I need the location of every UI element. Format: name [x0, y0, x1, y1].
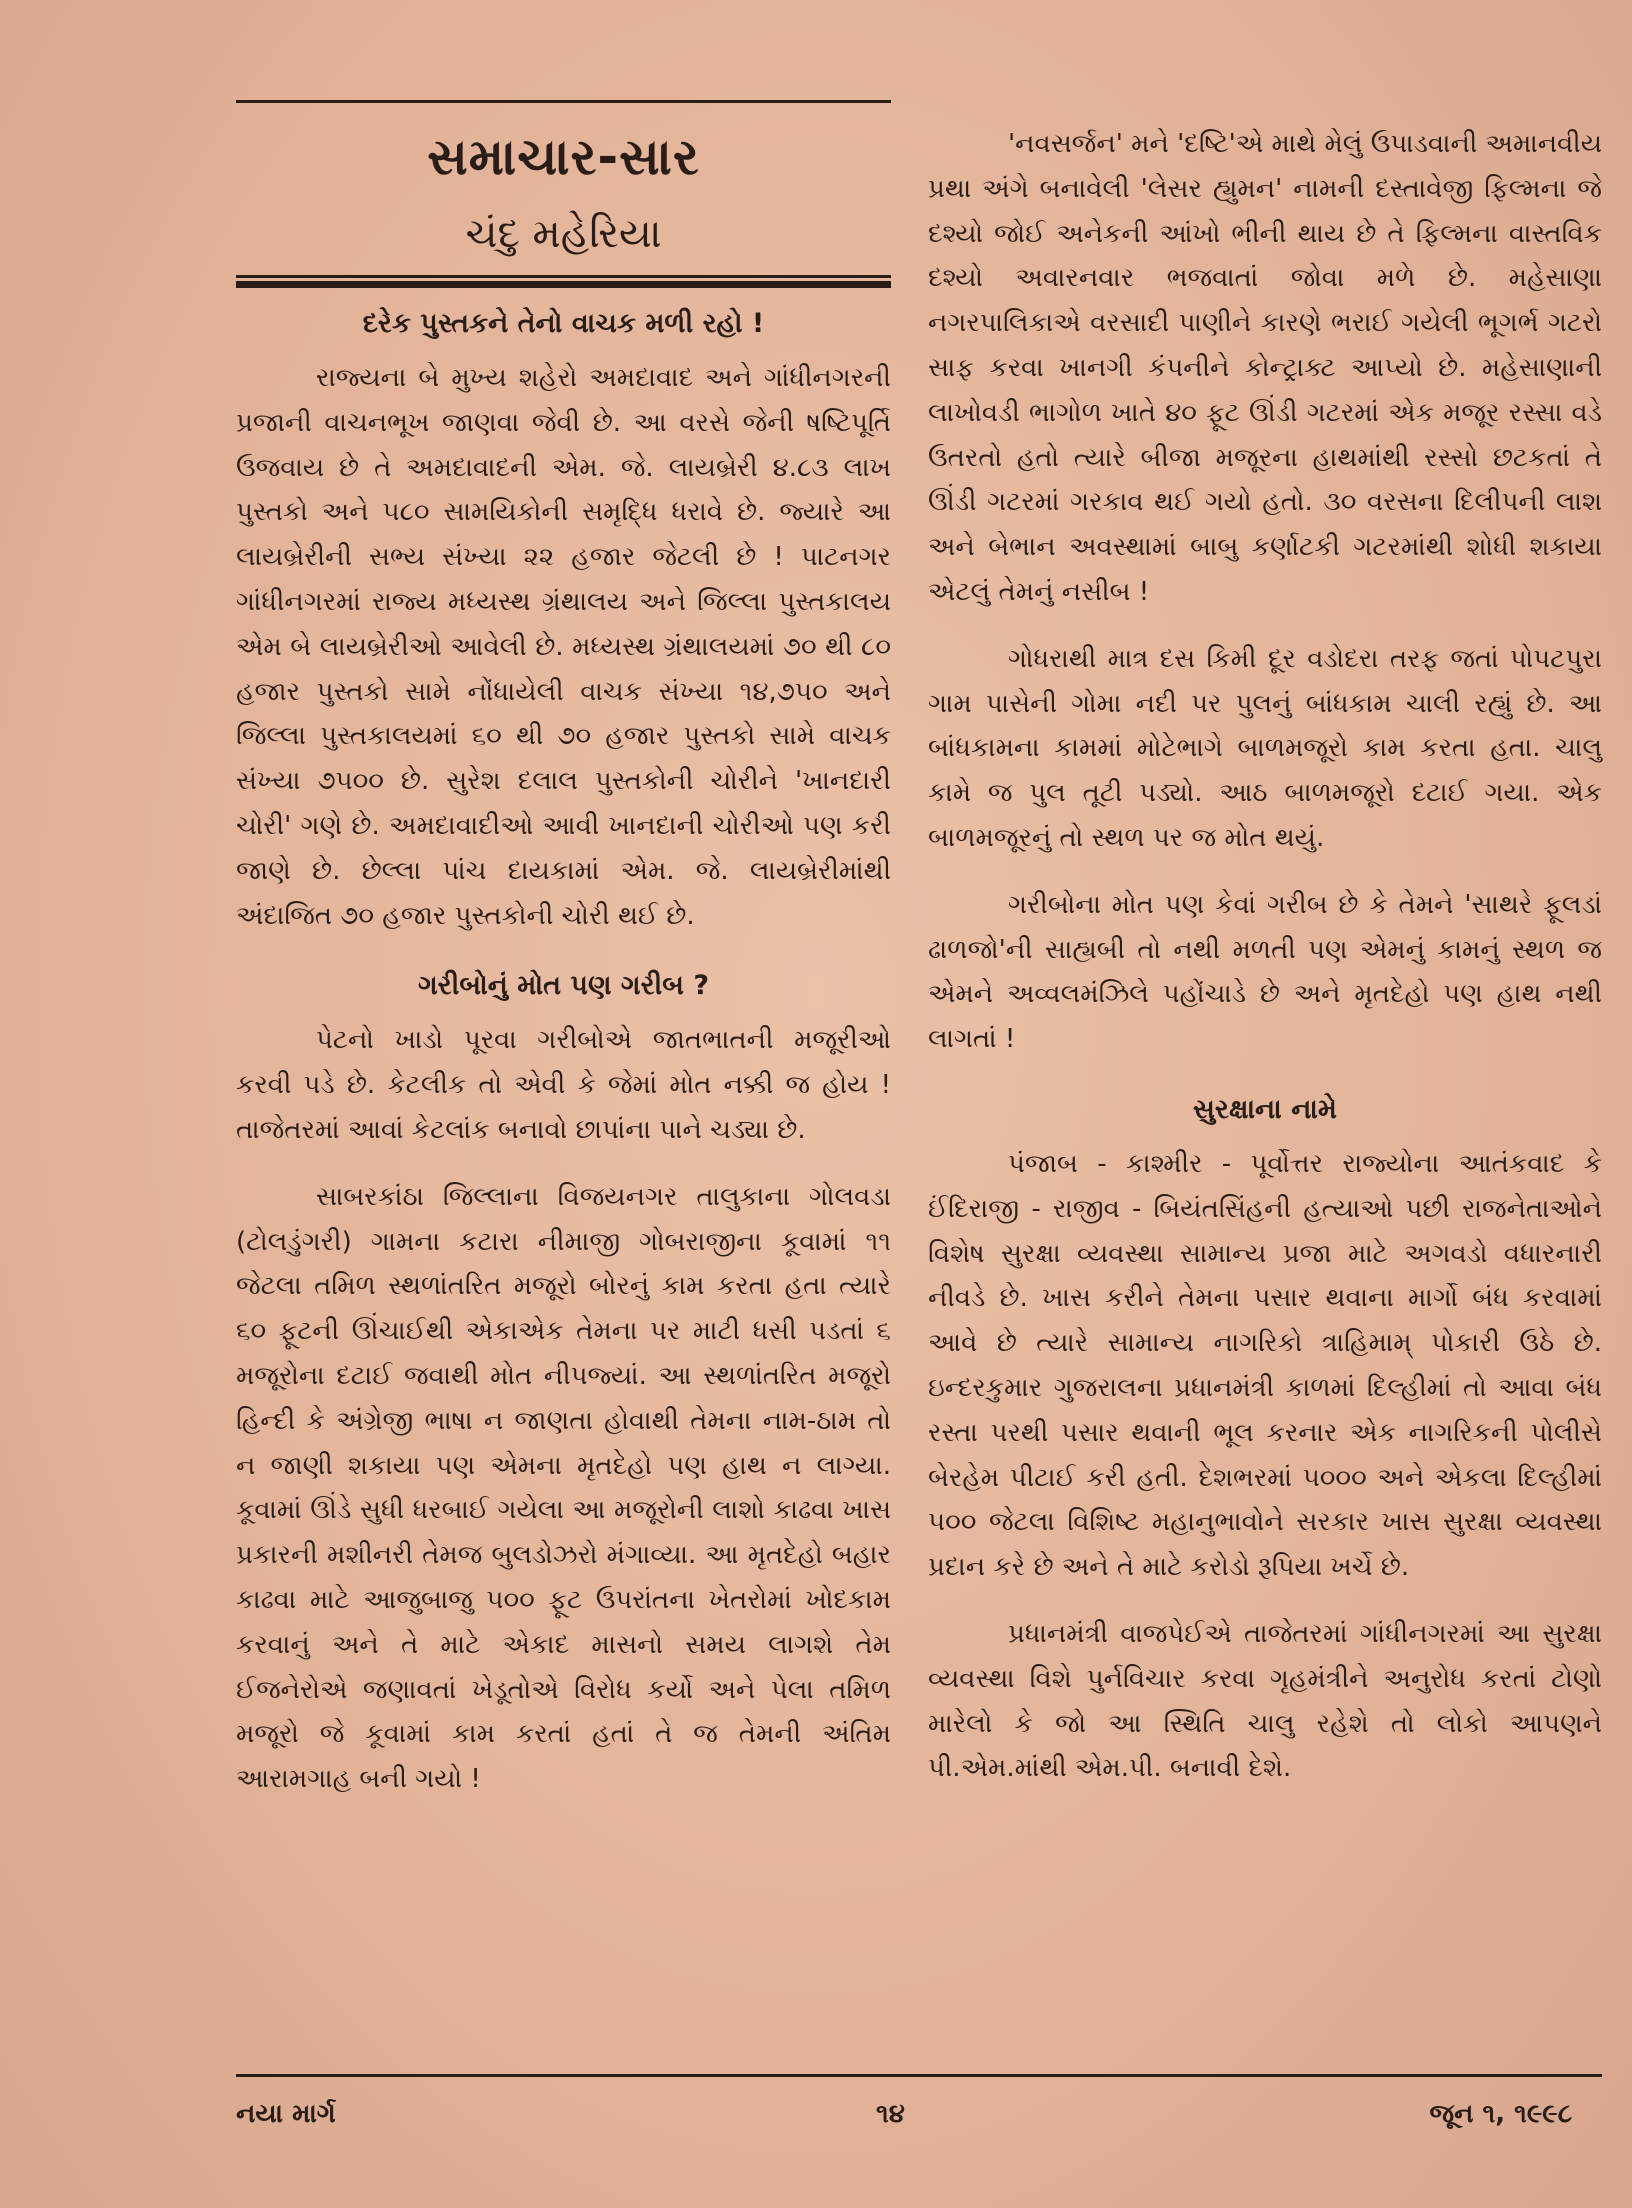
article-paragraph: પેટનો ખાડો પૂરવા ગરીબોએ જાતભાતની મજૂરીઓ કરવી પડે છે. કેટલીક તો એવી કે જેમાં મોત નક્કી જ હોય ! તાજેતરમાં આવાં કેટલાંક બનાવો છાપાંના પાને ચડ્યા છે. [236, 1025, 891, 1145]
article-paragraph: ગરીબોના મોત પણ કેવાં ગરીબ છે કે તેમને 'સાથરે ફૂલડાં ઢાળજો'ની સાહ્યબી તો નથી મળતી પણ એમનું કામનું સ્થળ જ એમને અવ્વલમંઝિલે પહોંચાડે છે અને મૃતદેહો પણ હાથ નથી લાગતાં ! [928, 889, 1602, 1055]
footer-date: જૂન ૧, ૧૯૯૮ [1429, 2099, 1572, 2129]
footer-page-number: ૧૪ [876, 2099, 905, 2129]
article-paragraph: રાજ્યના બે મુખ્ય શહેરો અમદાવાદ અને ગાંધીનગરની પ્રજાની વાચનભૂખ જાણવા જેવી છે. આ વરસે જેની ષષ્ટિપૂર્તિ ઉજવાય છે તે અમદાવાદની એમ. જે. લાયબ્રેરી ૪.૮૩ લાખ પુસ્તકો અને ૫૮૦ સામયિકોની સમૃદ્ધિ ધરાવે છે. જ્યારે આ લાયબ્રેરીની સભ્ય સંખ્યા ૨૨ હજાર જેટલી છે ! પાટનગર ગાંધીનગરમાં રાજ્ય મધ્યસ્થ ગ્રંથાલય અને જિલ્લા પુસ્તકાલય એમ બે લાયબ્રેરીઓ આવેલી છે. મધ્યસ્થ ગ્રંથાલયમાં ૭૦ થી ૮૦ હજાર પુસ્તકો સામે નોંધાયેલી વાચક સંખ્યા ૧૪,૭૫૦ અને જિલ્લા પુસ્તકાલયમાં ૬૦ થી ૭૦ હજાર પુસ્તકો સામે વાચક સંખ્યા ૭૫૦૦ છે. સુરેશ દલાલ પુસ્તકોની ચોરીને 'ખાનદારી ચોરી' ગણે છે. અમદાવાદીઓ આવી ખાનદાની ચોરીઓ પણ કરી જાણે છે. છેલ્લા પાંચ દાયકામાં એમ. જે. લાયબ્રેરીમાંથી અંદાજિત ૭૦ હજાર પુસ્તકોની ચોરી થઈ છે. [236, 363, 891, 931]
article-paragraph: પ્રધાનમંત્રી વાજપેઈએ તાજેતરમાં ગાંધીનગરમાં આ સુરક્ષા વ્યવસ્થા વિશે પુર્નવિચાર કરવા ગૃહમંત્રીને અનુરોધ કરતાં ટોણો મારેલો કે જો આ સ્થિતિ ચાલુ રહેશે તો લોકો આપણને પી.એમ.માંથી એમ.પી. બનાવી દેશે. [928, 1618, 1602, 1784]
article-paragraph: પંજાબ - કાશ્મીર - પૂર્વોત્તર રાજ્યોના આતંકવાદ કે ઈંદિરાજી - રાજીવ - બિયંતસિંહની હત્યાઓ પછી રાજનેતાઓને વિશેષ સુરક્ષા વ્યવસ્થા સામાન્ય પ્રજા માટે અગવડો વધારનારી નીવડે છે. ખાસ કરીને તેમના પસાર થવાના માર્ગો બંધ કરવામાં આવે છે ત્યારે સામાન્ય નાગરિકો ત્રાહિમામ્ પોકારી ઉઠે છે. ઇન્દરકુમાર ગુજરાલના પ્રધાનમંત્રી કાળમાં દિલ્હીમાં તો આવા બંધ રસ્તા પરથી પસાર થવાની ભૂલ કરનાર એક નાગરિકની પોલીસે બેરહેમ પીટાઈ કરી હતી. દેશભરમાં ૫૦૦૦ અને એકલા દિલ્હીમાં ૫૦૦ જેટલા વિશિષ્ટ મહાનુભાવોને સરકાર ખાસ સુરક્ષા વ્યવસ્થા પ્રદાન કરે છે અને તે માટે કરોડો રૂપિયા ખર્ચે છે. [928, 1148, 1602, 1583]
article-paragraph: 'નવસર્જન' મને 'દષ્ટિ'એ માથે મેલું ઉપાડવાની અમાનવીય પ્રથા અંગે બનાવેલી 'લેસર હ્યુમન' નામની દસ્તાવેજી ફિલ્મના જે દશ્યો જોઈ અનેકની આંખો ભીની થાય છે તે ફિલ્મના વાસ્તવિક દશ્યો અવારનવાર ભજવાતાં જોવા મળે છે. મહેસાણા નગરપાલિકાએ વરસાદી પાણીને કારણે ભરાઈ ગયેલી ભૂગર્ભ ગટરો સાફ કરવા ખાનગી કંપનીને કોન્ટ્રાક્ટ આપ્યો છે. મહેસાણાની લાખોવડી ભાગોળ ખાતે ૪૦ ફૂટ ઊંડી ગટરમાં એક મજૂર રસ્સા વડે ઉતરતો હતો ત્યારે બીજા મજૂરના હાથમાંથી રસ્સો છટકતાં તે ઊંડી ગટરમાં ગરકાવ થઈ ગયો હતો. ૩૦ વરસના દિલીપની લાશ અને બેભાન અવસ્થામાં બાબુ કર્ણાટકી ગટરમાંથી શોધી શકાયા એટલું તેમનું નસીબ ! [928, 129, 1602, 607]
column-title: સમાચાર-સાર [427, 128, 700, 186]
author-name: ચંદુ મહેરિયા [465, 211, 662, 257]
page-footer [236, 2074, 1602, 2137]
left-articles [236, 298, 891, 1802]
footer-magazine-name: નયા માર્ગ [236, 2099, 336, 2129]
title-divider [236, 275, 891, 288]
article-paragraph: સાબરકાંઠા જિલ્લાના વિજયનગર તાલુકાના ગોલવડા (ટોલડુંગરી) ગામના કટારા નીમાજી ગોબરાજીના કૂવામાં ૧૧ જેટલા તમિળ સ્થળાંતરિત મજૂરો બોરનું કામ કરતા હતા ત્યારે ૬૦ ફૂટની ઊંચાઈથી એકાએક તેમના પર માટી ધસી પડતાં ૬ મજૂરોના દટાઈ જવાથી મોત નીપજ્યાં. આ સ્થળાંતરિત મજૂરો હિન્દી કે અંગ્રેજી ભાષા ન જાણતા હોવાથી તેમના નામ-ઠામ તો ન જાણી શકાયા પણ એમના મૃતદેહો પણ હાથ ન લાગ્યા. કૂવામાં ઊંડે સુધી ધરબાઈ ગયેલા આ મજૂરોની લાશો કાઢવા ખાસ પ્રકારની મશીનરી તેમજ બુલડોઝરો મંગાવ્યા. આ મૃતદેહો બહાર કાઢવા માટે આજુબાજુ ૫૦૦ ફૂટ ઉપરાંતના ખેતરોમાં ખોદકામ કરવાનું અને તે માટે એકાદ માસનો સમય લાગશે તેમ ઈજનેરોએ જણાવતાં ખેડૂતોએ વિરોધ કર્યો અને પેલા તમિળ મજૂરો જે કૂવામાં કામ કરતાં હતાં તે જ તેમની અંતિમ આરામગાહ બની ગયો ! [236, 1181, 891, 1795]
right-column [928, 122, 1602, 1813]
left-column [236, 100, 891, 1824]
section-heading: ગરીબોનું મોત પણ ગરીબ ? [417, 970, 710, 1002]
top-rule [236, 100, 891, 103]
article-paragraph: ગોધરાથી માત્ર દસ કિમી દૂર વડોદરા તરફ જતાં પોપટપુરા ગામ પાસેની ગોમા નદી પર પુલનું બાંધકામ ચાલી રહ્યું છે. આ બાંધકામના કામમાં મોટેભાગે બાળમજૂરો કામ કરતા હતા. ચાલુ કામે જ પુલ તૂટી પડ્યો. આઠ બાળમજૂરો દટાઈ ગયા. એક બાળમજૂરનું તો સ્થળ પર જ મોત થયું. [928, 643, 1602, 853]
right-articles [928, 122, 1602, 1791]
section-heading: સુરક્ષાના નામે [1193, 1093, 1337, 1125]
section-heading: દરેક પુસ્તકને તેનો વાચક મળી રહો ! [362, 308, 765, 339]
